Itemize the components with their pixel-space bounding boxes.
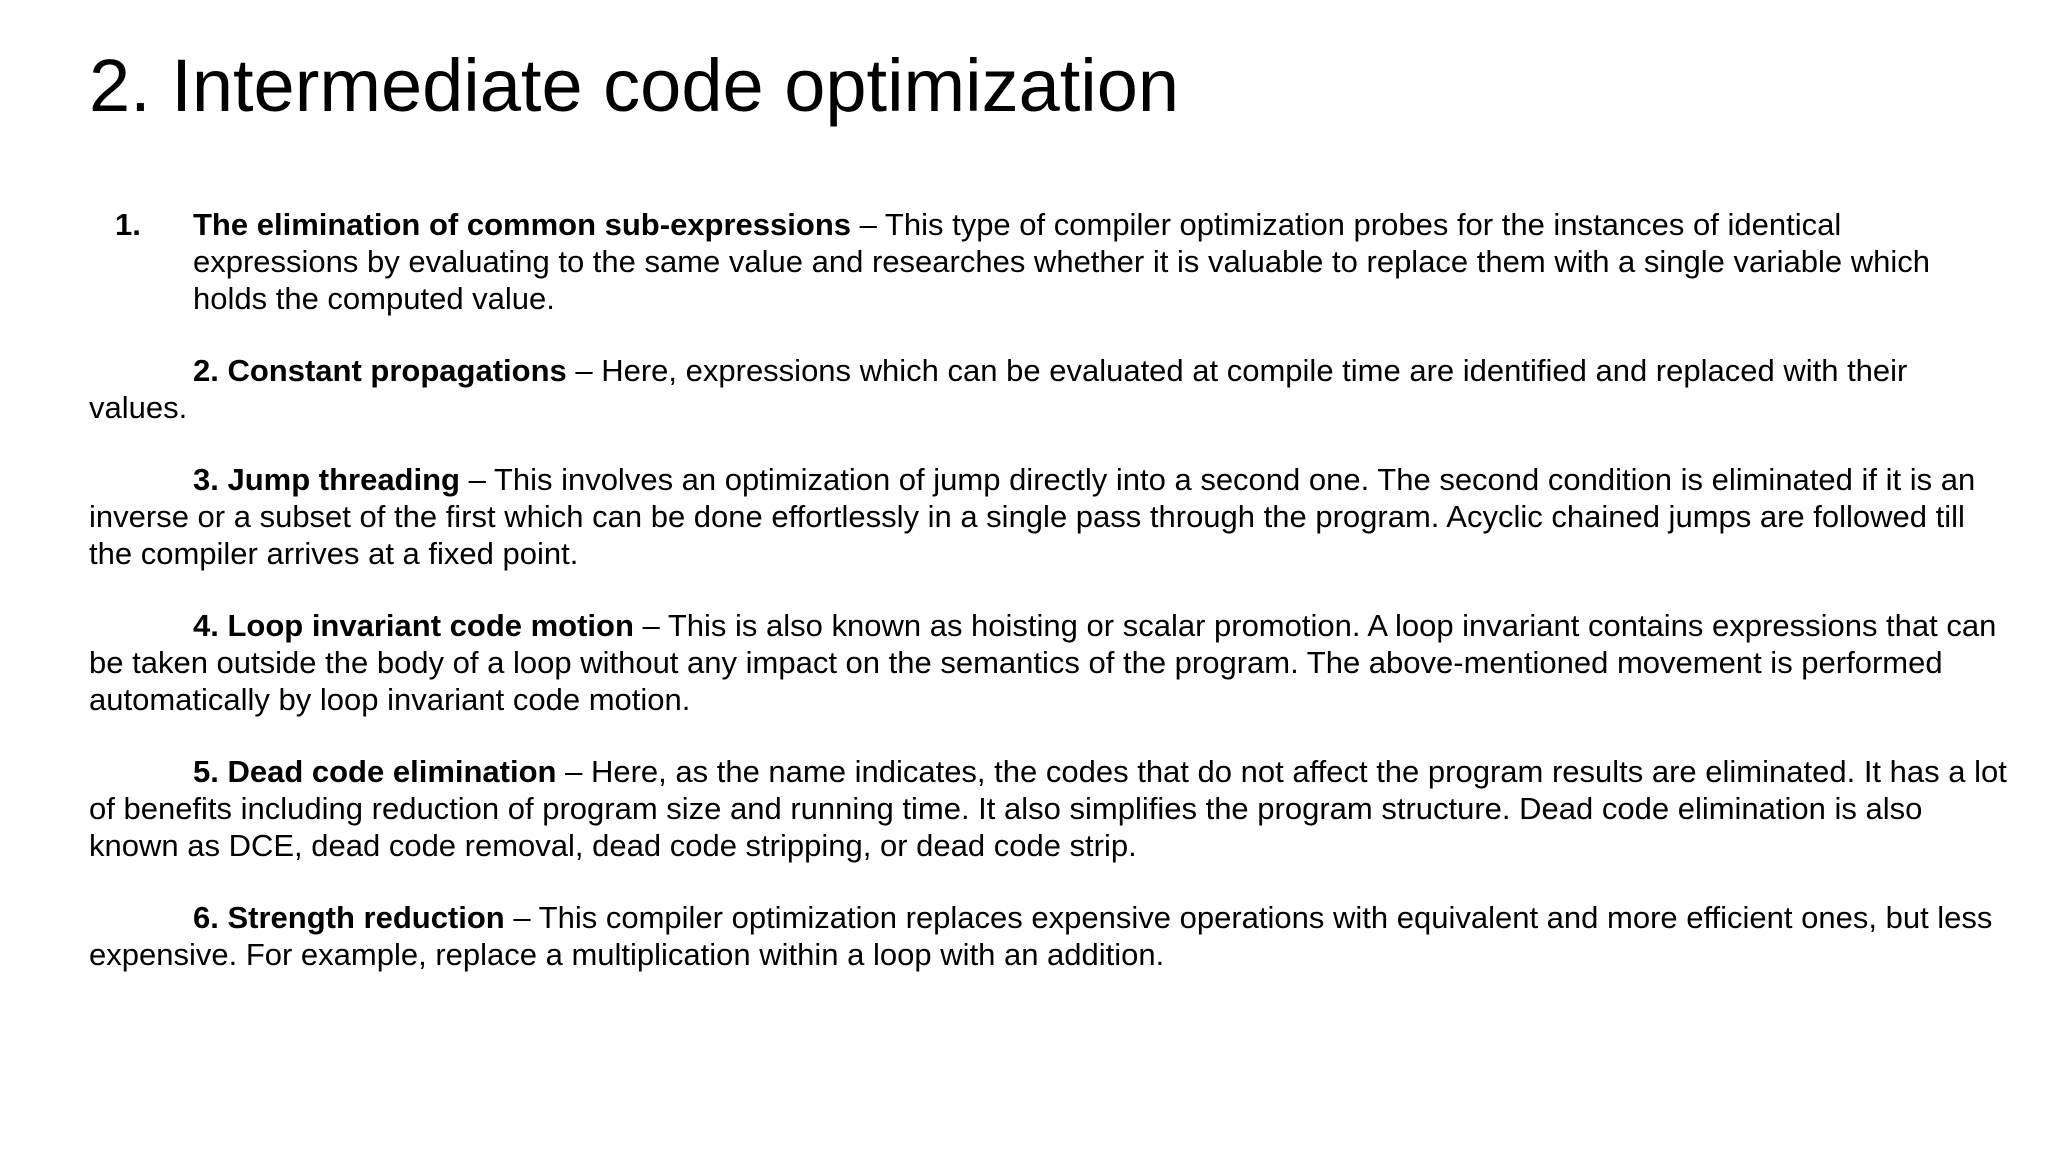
list-item-body: – This is also known as hoisting or scalar promotion. A loop invariant contains expressions that can be taken outside the body of a loop without any impact on the semantics of the program. The above-mentioned movement is performed automatically by loop invariant code motion. — [89, 608, 1997, 717]
list-item-heading: 3. Jump threading — [193, 462, 460, 497]
list-item-common-subexpressions — [89, 206, 2009, 317]
list-item-strength-reduction — [89, 899, 2009, 973]
list-item-number: 1. — [115, 207, 141, 242]
slide-title: 2. Intermediate code optimization — [89, 44, 1180, 127]
list-item-heading: 2. Constant propagations — [193, 353, 567, 388]
list-item-heading: 5. Dead code elimination — [193, 754, 557, 789]
list-item-body: – This involves an optimization of jump directly into a second one. The second condition is eliminated if it is an inverse or a subset of the first which can be done effortlessly in a single pass through the program. Acyclic chained jumps are followed till the compiler arrives at a fixed point. — [89, 462, 1976, 571]
list-item-heading: The elimination of common sub-expressions — [193, 207, 851, 242]
list-item-text — [193, 206, 2009, 317]
list-item-body: – Here, as the name indicates, the codes that do not affect the program results are eliminated. It has a lot of benefits including reduction of program size and running time. It also simplifies the program structure. Dead code elimination is also known as DCE, dead code removal, dead code stripping, or dead code strip. — [89, 754, 2007, 863]
list-item-body: – This type of compiler optimization probes for the instances of identical expressions by evaluating to the same value and researches whether it is valuable to replace them with a single variable which holds the computed value. — [193, 207, 1930, 316]
list-item-body: – This compiler optimization replaces expensive operations with equivalent and more efficient ones, but less expensive. For example, replace a multiplication within a loop with an addition. — [89, 900, 1993, 972]
list-item-heading: 6. Strength reduction — [193, 900, 505, 935]
list-item-jump-threading — [89, 461, 2009, 572]
list-item-loop-invariant-code-motion — [89, 607, 2009, 718]
list-item-body: – Here, expressions which can be evaluated at compile time are identified and replaced with their values. — [89, 353, 1908, 425]
list-item-dead-code-elimination — [89, 753, 2009, 864]
optimization-list — [89, 206, 2009, 1008]
list-item-constant-propagations — [89, 352, 2009, 426]
list-item-heading: 4. Loop invariant code motion — [193, 608, 634, 643]
